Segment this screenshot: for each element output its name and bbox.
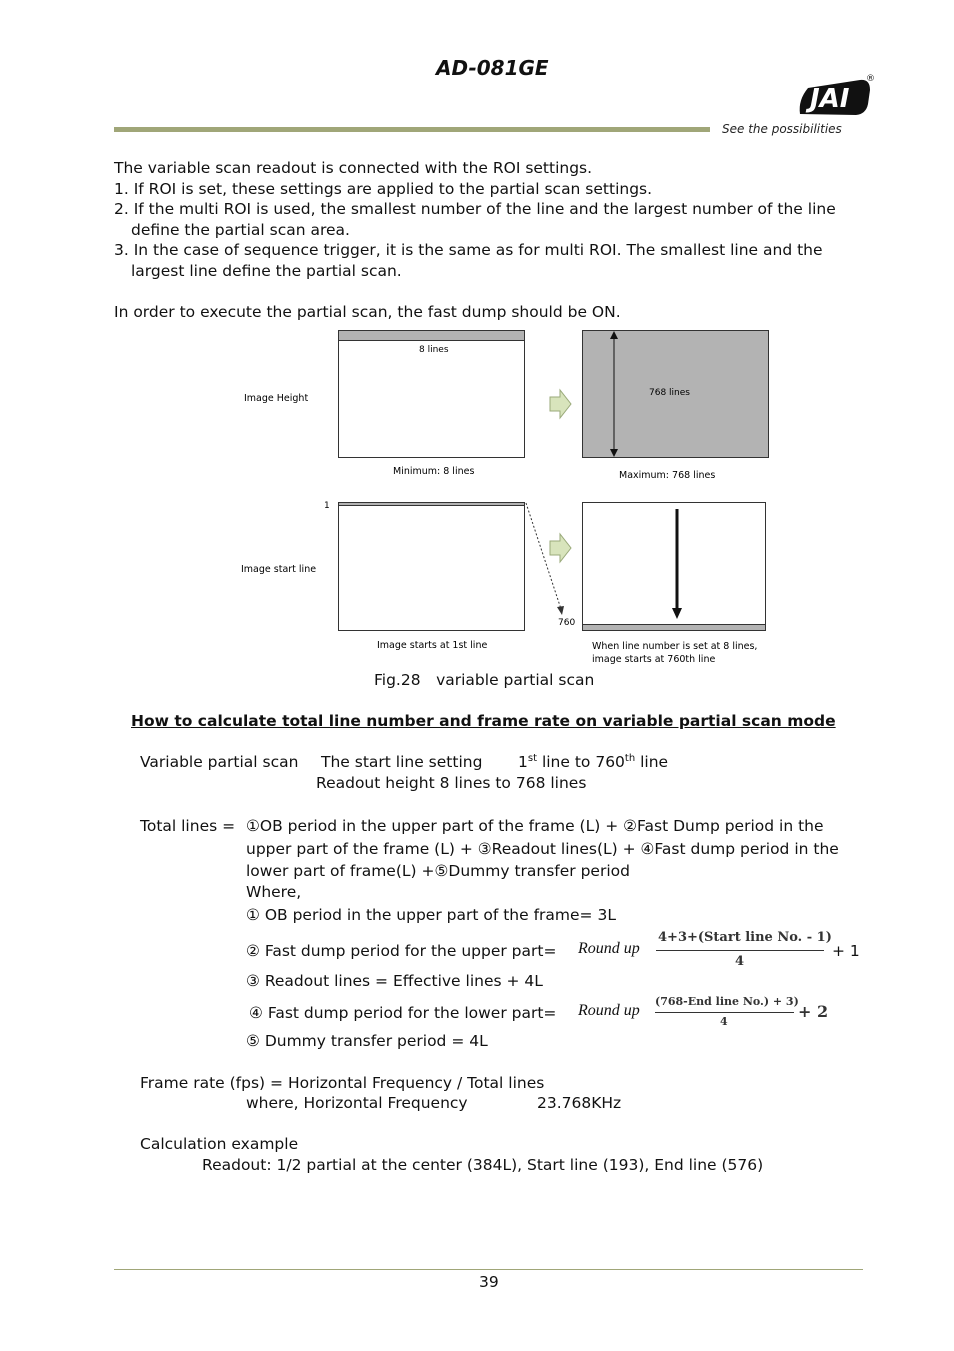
fraction-bar xyxy=(655,1012,794,1013)
formula-2-numerator: 4+3+(Start line No. - 1) xyxy=(658,930,832,945)
label-when-line-2: image starts at 760th line xyxy=(592,654,716,665)
dashed-pointer xyxy=(526,503,561,609)
logo-text: JAI xyxy=(810,84,850,114)
vps-label: Variable partial scan xyxy=(140,753,299,771)
line-word: line xyxy=(635,753,669,771)
total-lines-2: upper part of the frame (L) + ③Readout lines(L) + ④Fast dump period in the xyxy=(246,840,839,858)
section-heading: How to calculate total line number and frame rate on variable partial scan mode xyxy=(131,712,836,730)
fast-dump-note: In order to execute the partial scan, the fast dump should be ON. xyxy=(114,303,621,321)
intro-item-2b: define the partial scan area. xyxy=(131,221,350,239)
end-strip xyxy=(583,625,766,631)
total-lines-3: lower part of frame(L) +⑤Dummy transfer period xyxy=(246,862,630,880)
partial-scan-figure xyxy=(230,325,790,670)
formula-2-tail: + 1 xyxy=(832,942,860,960)
definition-5: ⑤ Dummy transfer period = 4L xyxy=(246,1032,488,1050)
where-label: Where, xyxy=(246,883,302,901)
footer-rule xyxy=(114,1269,863,1270)
header-rule xyxy=(114,127,710,132)
label-1: 1 xyxy=(324,501,330,511)
formula-2-denominator: 4 xyxy=(735,954,745,969)
intro-line: The variable scan readout is connected with the ROI settings. xyxy=(114,159,593,177)
readout-example: Readout: 1/2 partial at the center (384L), Start line (193), End line (576) xyxy=(202,1156,764,1174)
total-lines-1: ①OB period in the upper part of the frame (L) + ②Fast Dump period in the xyxy=(246,817,824,835)
label-starts-1st: Image starts at 1st line xyxy=(377,640,488,651)
intro-item-3b: largest line define the partial scan. xyxy=(131,262,402,280)
label-8-lines: 8 lines xyxy=(419,345,449,355)
document-title: AD-081GE xyxy=(436,56,549,80)
label-minimum: Minimum: 8 lines xyxy=(393,466,475,477)
right-arrow-icon xyxy=(550,534,571,562)
line-to: line to 760 xyxy=(537,753,625,771)
hf-value: 23.768KHz xyxy=(537,1094,622,1112)
round-up-2: Round up xyxy=(578,940,640,957)
jai-logo xyxy=(796,70,876,120)
formula-4-denominator: 4 xyxy=(720,1015,728,1028)
label-760: 760 xyxy=(558,618,576,628)
intro-item-3a: 3. In the case of sequence trigger, it is the same as for multi ROI. The smallest line and the xyxy=(114,241,823,259)
label-image-height: Image Height xyxy=(244,393,309,404)
label-when-line-1: When line number is set at 8 lines, xyxy=(592,641,758,652)
definition-2: ② Fast dump period for the upper part= xyxy=(246,942,557,960)
definition-3: ③ Readout lines = Effective lines + 4L xyxy=(246,972,543,990)
formula-4-tail: + 2 xyxy=(798,1002,829,1021)
min-strip xyxy=(339,331,525,341)
hf-label: where, Horizontal Frequency xyxy=(246,1094,468,1112)
label-maximum: Maximum: 768 lines xyxy=(619,470,716,481)
label-image-start-line: Image start line xyxy=(241,564,317,575)
intro-item-1: 1. If ROI is set, these settings are applied to the partial scan settings. xyxy=(114,180,653,198)
figure-caption: Fig.28 variable partial scan xyxy=(374,671,595,689)
registered-mark: ® xyxy=(866,74,875,84)
readout-height: Readout height 8 lines to 768 lines xyxy=(316,774,587,792)
start-box xyxy=(339,506,525,631)
definition-4: ④ Fast dump period for the lower part= xyxy=(249,1004,557,1022)
right-arrow-icon xyxy=(550,390,571,418)
formula-4-numerator: (768-End line No.) + 3) xyxy=(655,995,799,1008)
fraction-bar xyxy=(656,950,824,951)
intro-item-2a: 2. If the multi ROI is used, the smallest number of the line and the largest number of the line xyxy=(114,200,836,218)
total-lines-label: Total lines = xyxy=(140,817,236,835)
calc-example: Calculation example xyxy=(140,1135,299,1153)
page-number: 39 xyxy=(479,1273,499,1291)
label-768-lines: 768 lines xyxy=(649,388,690,398)
end-box xyxy=(583,503,766,625)
start-line-range xyxy=(518,752,668,773)
sup-th: th xyxy=(624,752,636,764)
start-1: 1 xyxy=(518,753,528,771)
start-line-label: The start line setting xyxy=(321,753,483,771)
tagline: See the possibilities xyxy=(722,122,842,136)
frame-rate: Frame rate (fps) = Horizontal Frequency / Total lines xyxy=(140,1074,545,1092)
sup-st: st xyxy=(527,752,538,764)
round-up-4: Round up xyxy=(578,1002,640,1019)
definition-1: ① OB period in the upper part of the frame= 3L xyxy=(246,906,616,924)
